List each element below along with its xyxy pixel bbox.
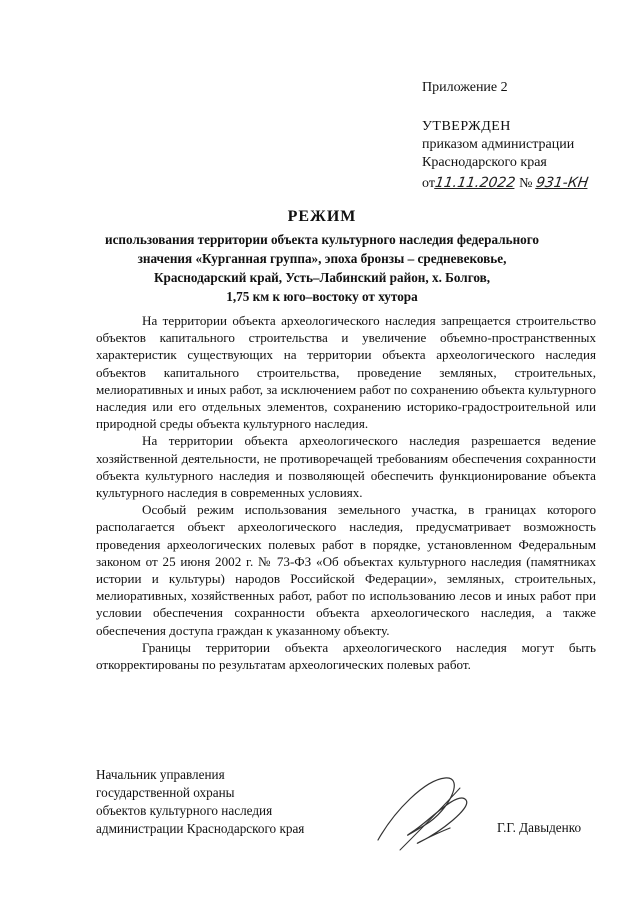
position-line: Начальник управления [96, 767, 225, 782]
title-line: Краснодарский край, Усть–Лабинский район, х. Болгов, [153, 270, 491, 285]
body-paragraph: Границы территории объекта археологического наследия могут быть откорректированы по результатам археологических полевых работ. [96, 639, 596, 673]
date-prefix: от [422, 176, 435, 191]
handwritten-signature [370, 770, 480, 860]
order-date-number [422, 174, 589, 193]
signer-name: Г.Г. Давыденко [497, 820, 582, 835]
body-paragraph: Особый режим использования земельного участка, в границах которого располагается объект археологического наследия, предусматривает возможность проведения археологических полевых работ в порядке, установленном Федеральным законом от 25 июня 2002 г. № 73-ФЗ «Об объектах культурного наследия (памятниках истории и культуры) народов Российской Федерации», земляных, строительных, мелиоративных, хозяйственных работ, работ по использованию лесов и иных работ при условии обеспечения сохранности объекта археологического наследия, а также обеспечения доступа граждан к указанному объекту. [96, 502, 596, 638]
position-line: администрации Краснодарского края [96, 821, 305, 836]
order-line-2: Краснодарского края [422, 155, 547, 170]
document-title [60, 208, 584, 306]
handwritten-date: 11.11.2022 [433, 175, 517, 191]
position-line: государственной охраны [96, 785, 235, 800]
title-line: использования территории объекта культурного наследия федерального [104, 232, 540, 247]
position-line: объектов культурного наследия [96, 803, 273, 818]
approval-block [422, 118, 589, 193]
number-prefix: № [519, 176, 533, 191]
body-paragraph: На территории объекта археологического наследия запрещается строительство объектов капитального строительства и увеличение объемно-пространственных характеристик существующих на территории объекта археологического наследия объектов капитального строительства, проведение земляных, строительных, мелиоративных и иных работ, за исключением работ по сохранению объекта культурного наследия или его отдельных элементов, сохранению историко-градостроительной или природной среды объекта культурного наследия. [96, 313, 596, 432]
document-body [96, 312, 596, 673]
appendix-label: Приложение 2 [422, 80, 508, 95]
title-main: РЕЖИМ [287, 208, 357, 225]
handwritten-number: 931-КН [535, 175, 590, 191]
approved-heading: УТВЕРЖДЕН [422, 119, 511, 134]
order-line-1: приказом администрации [422, 137, 575, 152]
signatory-position [96, 766, 304, 838]
body-paragraph: На территории объекта археологического наследия разрешается ведение хозяйственной деятельности, не противоречащей требованиям обеспечения сохранности объекта культурного наследия и позволяющей обеспечить функционирование объекта культурного наследия в современных условиях. [96, 433, 596, 501]
title-line: значения «Курганная группа», эпоха бронзы – средневековье, [137, 251, 507, 266]
title-line: 1,75 км к юго–востоку от хутора [226, 289, 418, 304]
